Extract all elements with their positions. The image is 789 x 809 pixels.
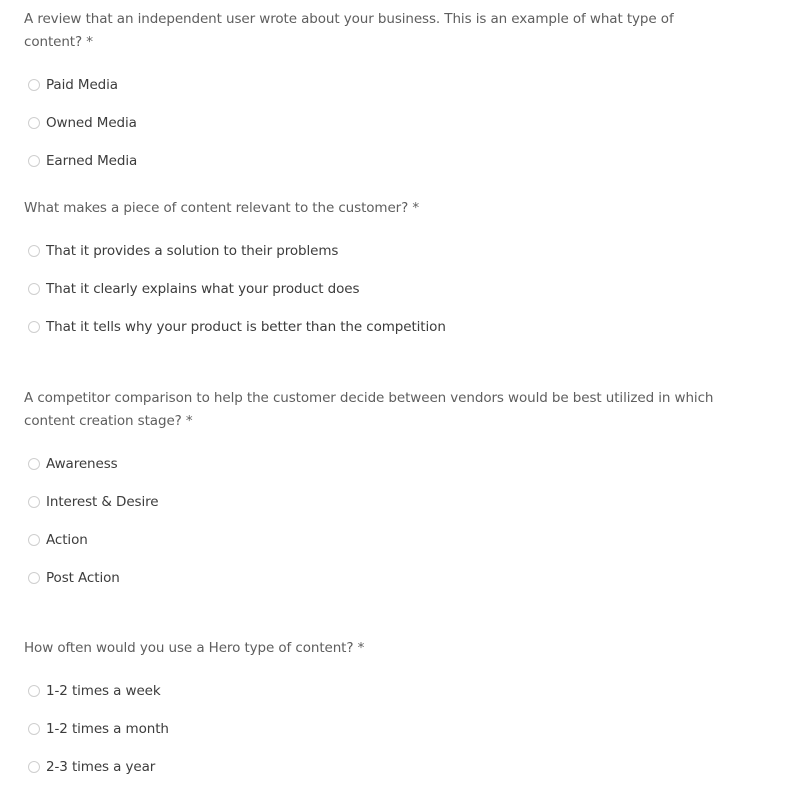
radio-button[interactable]	[28, 723, 40, 735]
question-1-options	[24, 66, 724, 180]
option-interest-desire[interactable]	[24, 483, 724, 521]
option-awareness[interactable]	[24, 445, 724, 483]
radio-button[interactable]	[28, 245, 40, 257]
option-action[interactable]	[24, 521, 724, 559]
radio-button[interactable]	[28, 685, 40, 697]
question-4	[24, 637, 724, 786]
radio-button[interactable]	[28, 79, 40, 91]
radio-button[interactable]	[28, 534, 40, 546]
radio-button[interactable]	[28, 572, 40, 584]
option-post-action[interactable]	[24, 559, 724, 597]
radio-button[interactable]	[28, 117, 40, 129]
question-2-options	[24, 232, 724, 346]
option-label: That it provides a solution to their problems	[46, 243, 339, 259]
option-explains-product[interactable]	[24, 270, 724, 308]
question-4-options	[24, 672, 724, 786]
option-label: Interest & Desire	[46, 494, 159, 510]
radio-button[interactable]	[28, 283, 40, 295]
option-label: 1-2 times a week	[46, 683, 161, 699]
option-label: Awareness	[46, 456, 118, 472]
question-3	[24, 387, 724, 597]
radio-button[interactable]	[28, 155, 40, 167]
option-label: 2-3 times a year	[46, 759, 156, 775]
question-2	[24, 197, 724, 346]
question-3-text: A competitor comparison to help the customer decide between vendors would be best utilized in which content creation stage? *	[24, 390, 714, 429]
option-1-2-times-month[interactable]	[24, 710, 724, 748]
option-better-than-competition[interactable]	[24, 308, 724, 346]
option-2-3-times-year[interactable]	[24, 748, 724, 786]
option-label: Paid Media	[46, 77, 118, 93]
radio-button[interactable]	[28, 458, 40, 470]
question-3-options	[24, 445, 724, 597]
option-label: That it clearly explains what your product does	[46, 281, 360, 297]
question-4-text: How often would you use a Hero type of content? *	[24, 640, 365, 656]
option-earned-media[interactable]	[24, 142, 724, 180]
option-label: Earned Media	[46, 153, 138, 169]
option-label: Post Action	[46, 570, 120, 586]
question-1-text: A review that an independent user wrote about your business. This is an example of what type of content? *	[24, 11, 674, 50]
option-solution-to-problems[interactable]	[24, 232, 724, 270]
option-label: Action	[46, 532, 88, 548]
radio-button[interactable]	[28, 761, 40, 773]
option-1-2-times-week[interactable]	[24, 672, 724, 710]
option-label: That it tells why your product is better than the competition	[46, 319, 446, 335]
question-1	[24, 8, 724, 180]
option-label: Owned Media	[46, 115, 137, 131]
option-paid-media[interactable]	[24, 66, 724, 104]
radio-button[interactable]	[28, 496, 40, 508]
radio-button[interactable]	[28, 321, 40, 333]
question-2-text: What makes a piece of content relevant to the customer? *	[24, 200, 420, 216]
option-label: 1-2 times a month	[46, 721, 169, 737]
option-owned-media[interactable]	[24, 104, 724, 142]
